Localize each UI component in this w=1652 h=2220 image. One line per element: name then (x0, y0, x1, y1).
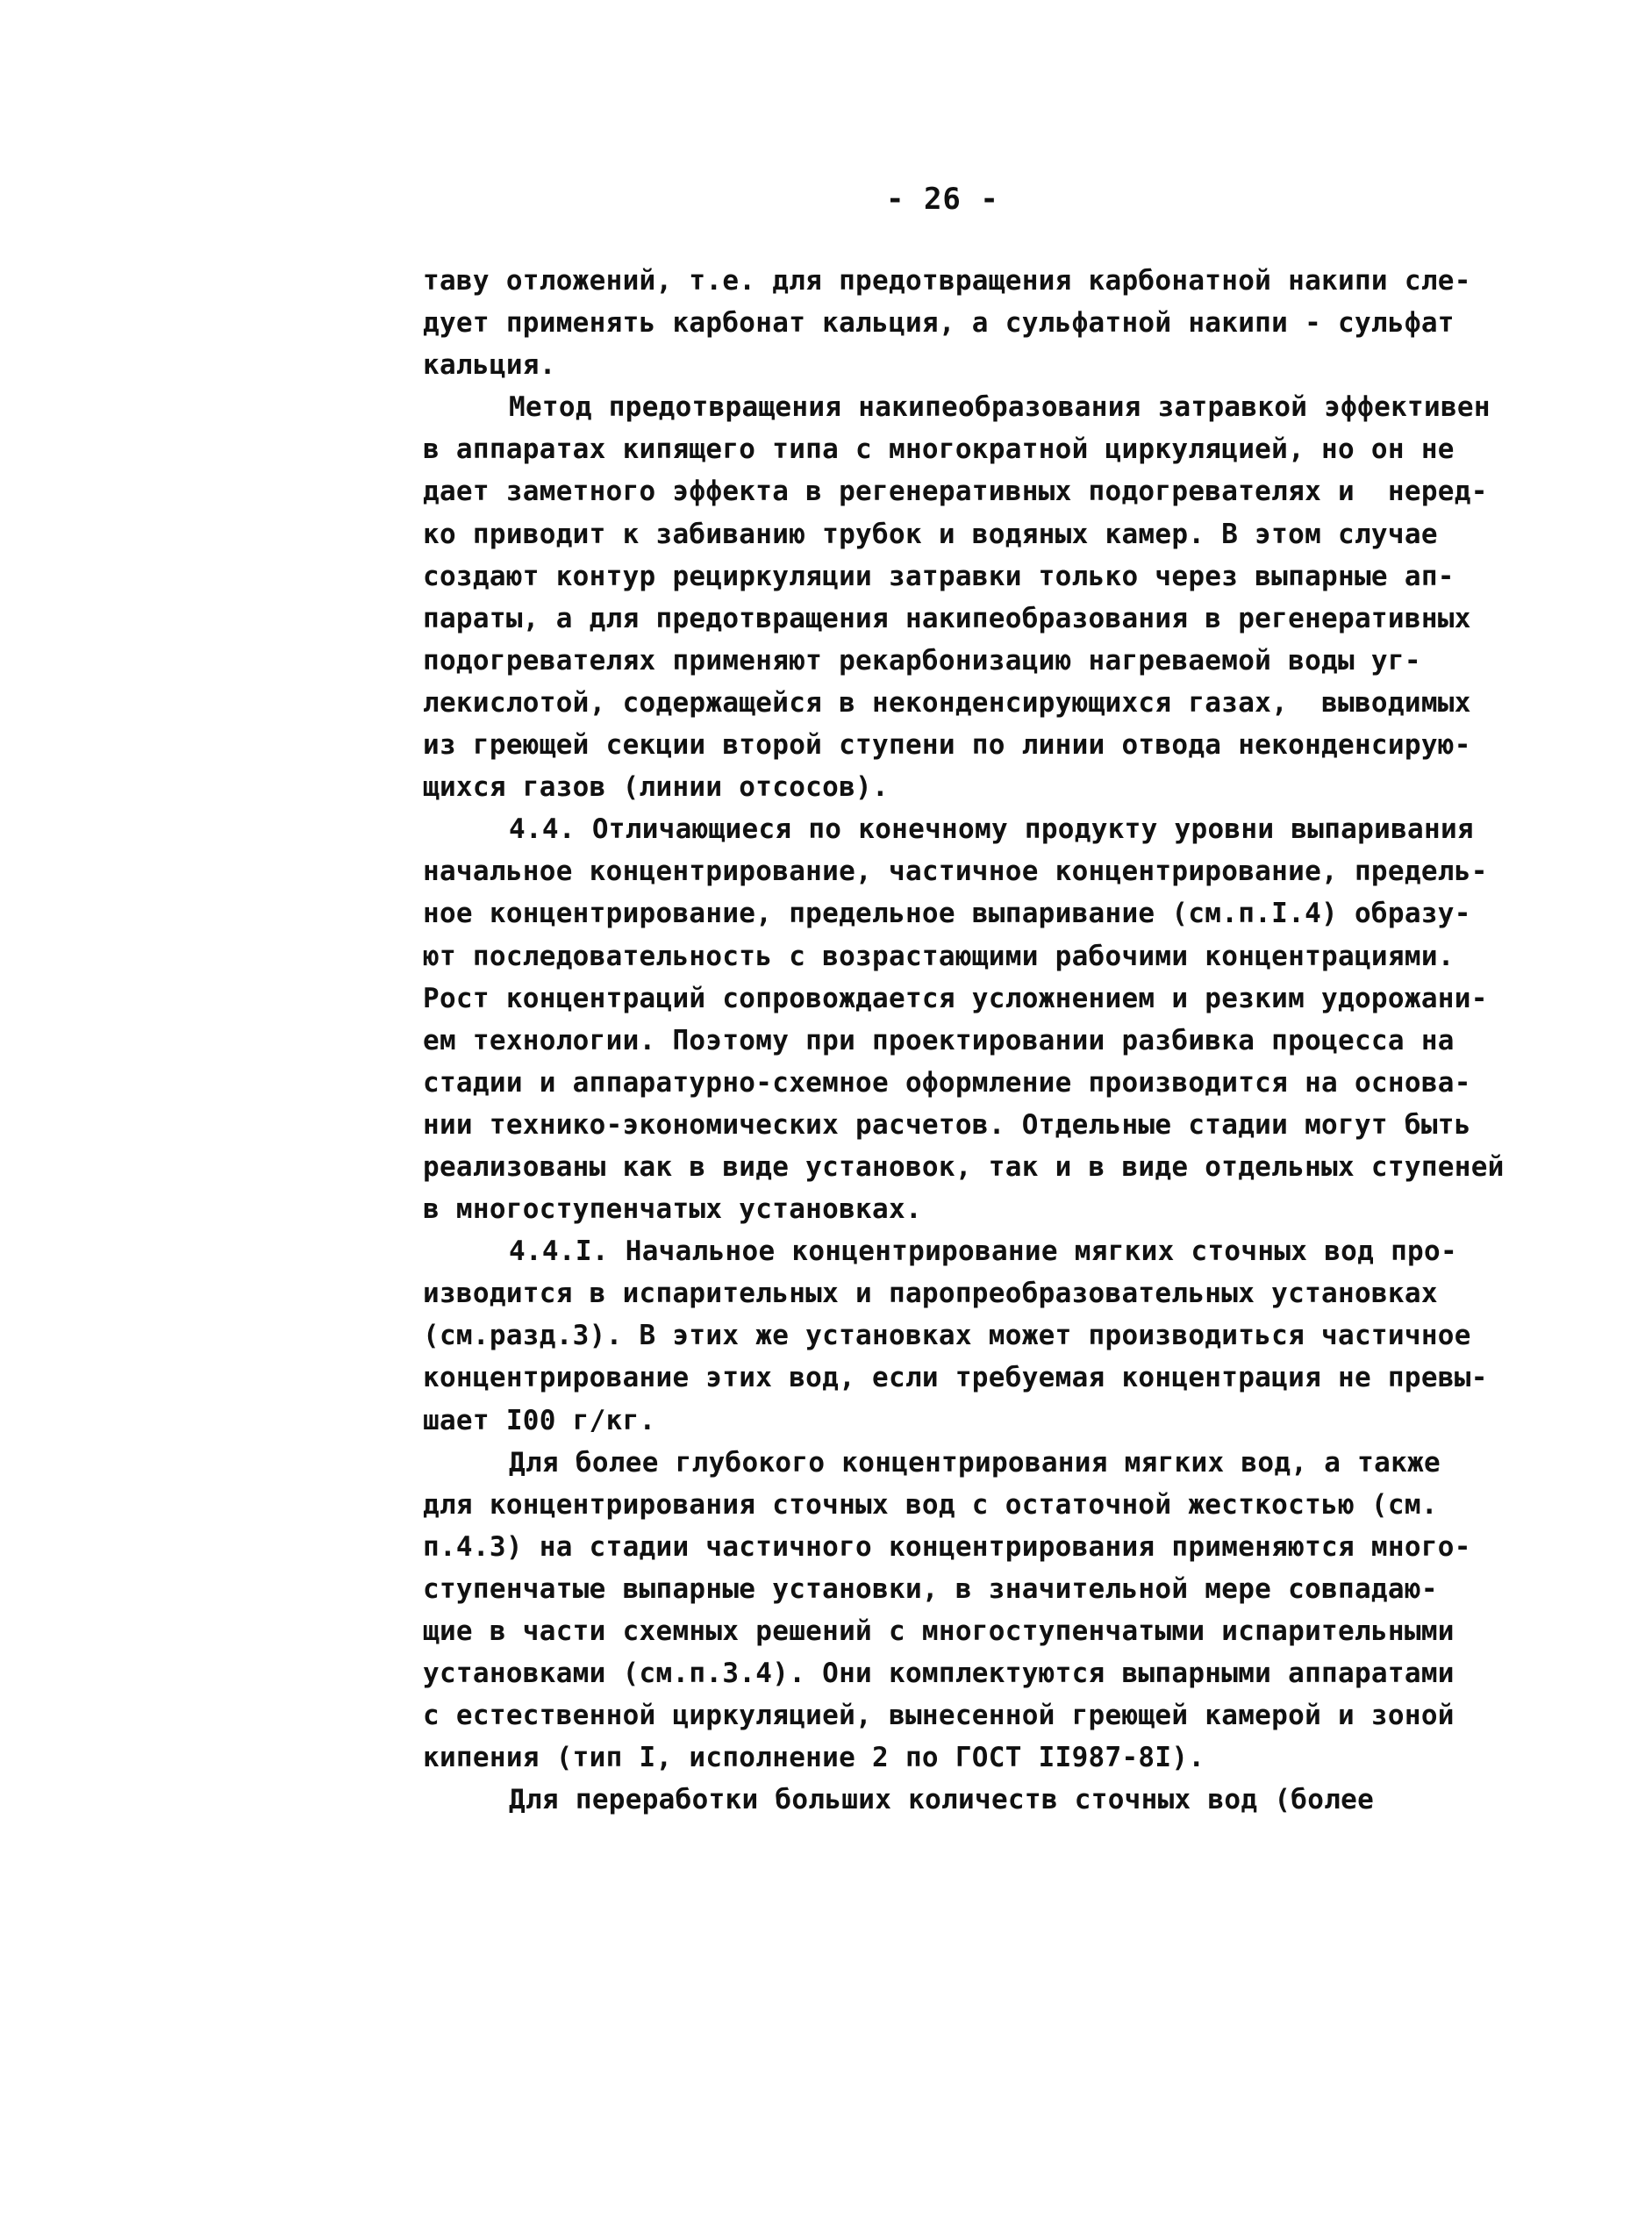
text-line: из греющей секции второй ступени по линии отвода неконденсирую- (423, 729, 1471, 762)
text-line: с естественной циркуляцией, вынесенной греющей камерой и зоной (423, 1700, 1455, 1732)
text-line: создают контур рециркуляции затравки только через выпарные ап- (423, 560, 1455, 592)
text-line: изводится в испарительных и паропреобразовательных установках (423, 1278, 1438, 1310)
paragraph-first-line: 4.4.I. Начальное концентрирование мягких сточных вод про- (509, 1235, 1457, 1268)
text-line: стадии и аппаратурно-схемное оформление производится на основа- (423, 1066, 1471, 1099)
text-line: дает заметного эффекта в регенеративных подогревателях и неред- (423, 476, 1488, 508)
paragraph-first-line: Для переработки больших количеств сточных вод (более (509, 1784, 1375, 1816)
text-line: кипения (тип I, исполнение 2 по ГОСТ II987-8I). (423, 1742, 1205, 1774)
text-line: п.4.3) на стадии частичного концентрирования применяются много- (423, 1530, 1471, 1563)
text-line: в аппаратах кипящего типа с многократной циркуляцией, но он не (423, 433, 1455, 466)
text-line: дует применять карбонат кальция, а сульфатной накипи - сульфат (423, 307, 1455, 340)
text-line: таву отложений, т.е. для предотвращения карбонатной накипи сле- (423, 265, 1471, 297)
text-line: Рост концентраций сопровождается усложнением и резким удорожани- (423, 982, 1488, 1014)
text-line: ко приводит к забиванию трубок и водяных камер. В этом случае (423, 518, 1438, 550)
text-line: шает I00 г/кг. (423, 1404, 656, 1436)
text-line: в многоступенчатых установках. (423, 1193, 922, 1226)
text-line: ное концентрирование, предельное выпаривание (см.п.I.4) образу- (423, 898, 1471, 930)
text-line: (см.разд.3). В этих же установках может производиться частичное (423, 1320, 1471, 1352)
text-line: для концентрирования сточных вод с остаточной жесткостью (см. (423, 1488, 1438, 1521)
text-line: начальное концентрирование, частичное концентрирование, предель- (423, 856, 1488, 888)
text-line: лекислотой, содержащейся в неконденсирующихся газах, выводимых (423, 686, 1471, 719)
text-line: щихся газов (линии отсосов). (423, 771, 889, 804)
text-line: кальция. (423, 349, 556, 382)
page-number: - 26 - (886, 182, 999, 217)
text-line: ем технологии. Поэтому при проектировании разбивка процесса на (423, 1024, 1455, 1056)
text-line: ступенчатые выпарные установки, в значительной мере совпадаю- (423, 1572, 1438, 1605)
paragraph-first-line: Для более глубокого концентрирования мягких вод, а также (509, 1446, 1441, 1479)
text-line: параты, а для предотвращения накипеобразования в регенеративных (423, 602, 1471, 634)
text-line: щие в части схемных решений с многоступенчатыми испарительными (423, 1615, 1455, 1647)
body-text (423, 260, 1546, 1821)
paragraph-first-line: Метод предотвращения накипеобразования затравкой эффективен (509, 391, 1491, 424)
text-line: концентрирование этих вод, если требуемая концентрация не превы- (423, 1362, 1488, 1394)
text-line: установками (см.п.3.4). Они комплектуются выпарными аппаратами (423, 1658, 1455, 1690)
text-line: реализованы как в виде установок, так и в виде отдельных ступеней (423, 1150, 1505, 1183)
text-line: ют последовательность с возрастающими рабочими концентрациями. (423, 940, 1455, 972)
text-line: подогревателях применяют рекарбонизацию нагреваемой воды уг- (423, 644, 1421, 677)
paragraph-first-line: 4.4. Отличающиеся по конечному продукту уровни выпаривания (509, 813, 1474, 846)
text-line: нии технико-экономических расчетов. Отдельные стадии могут быть (423, 1108, 1471, 1141)
